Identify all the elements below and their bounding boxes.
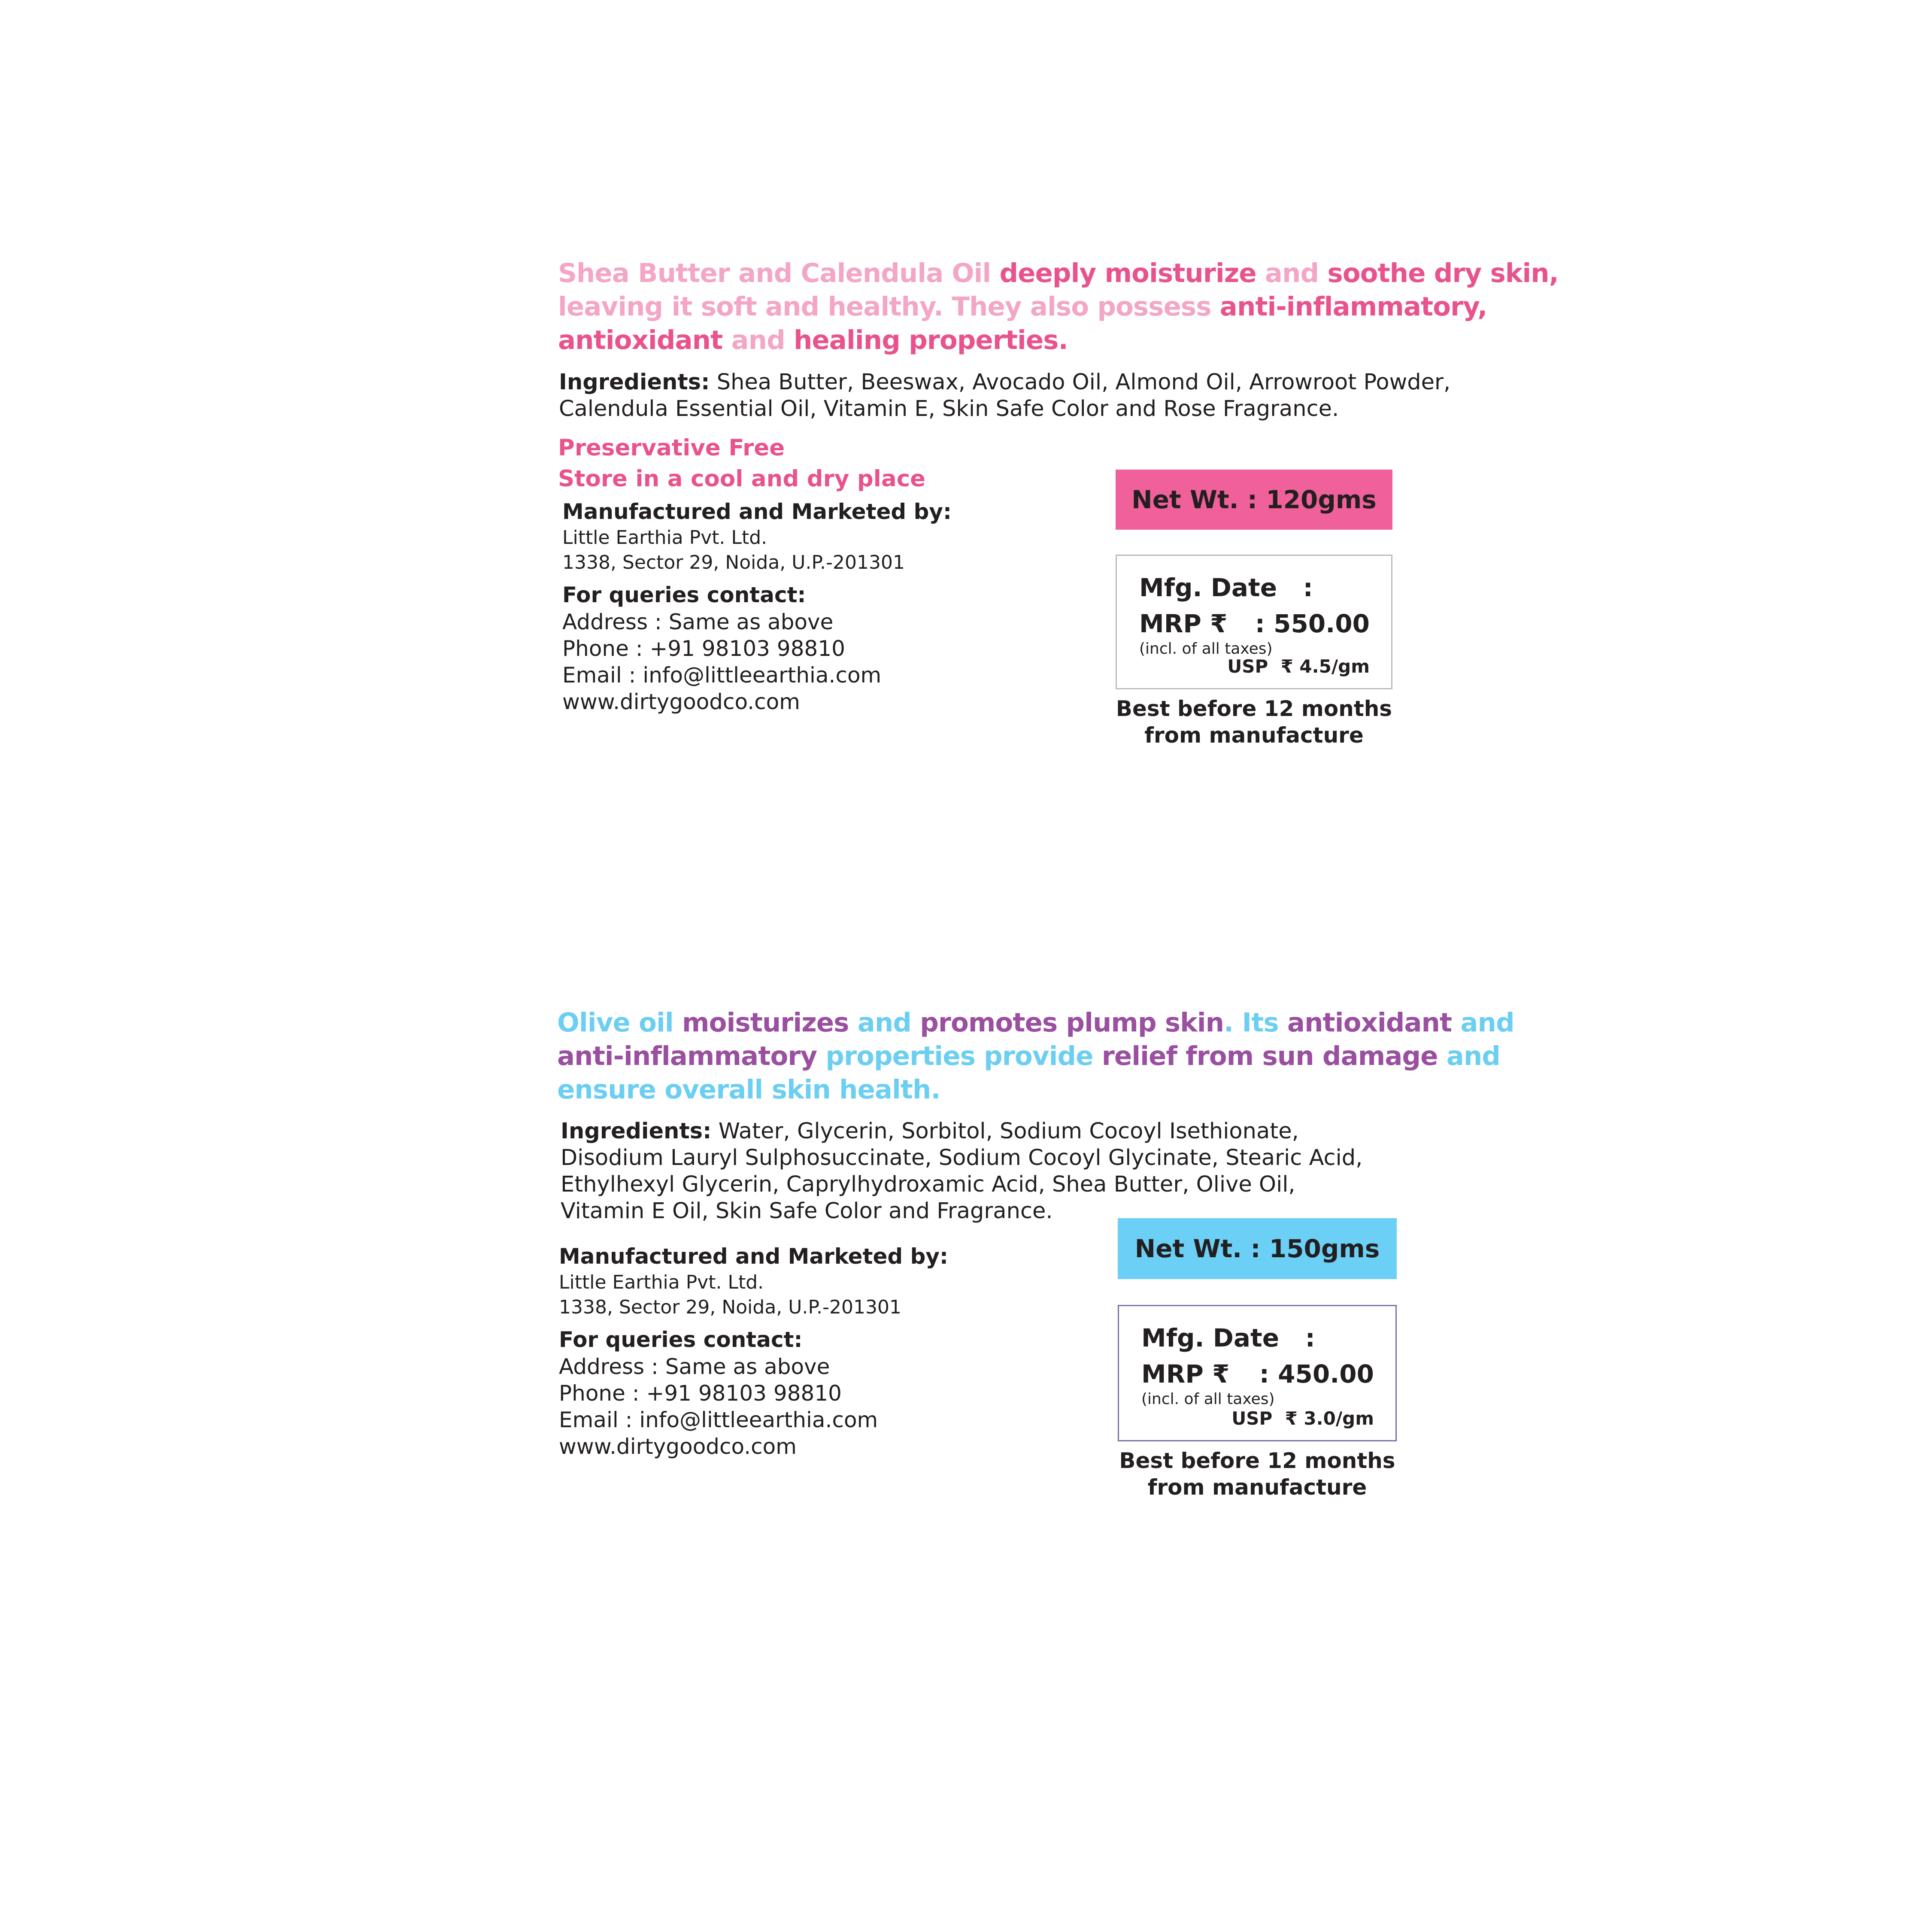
tagline-segment: anti-inflammatory,	[1219, 291, 1487, 322]
ingredients-label: Ingredients:	[559, 370, 710, 395]
tagline-segment: . Its	[1224, 1007, 1287, 1038]
mrp-label: MRP ₹	[1141, 1359, 1230, 1389]
tagline-segment: and	[731, 325, 794, 355]
manufacturer-address: 1338, Sector 29, Noida, U.P.-201301	[562, 552, 905, 573]
mfg-date-label: Mfg. Date :	[1141, 1323, 1315, 1353]
manufacturer-block	[559, 1243, 948, 1460]
tagline-segment: and	[1460, 1007, 1514, 1038]
mfg-date-label: Mfg. Date :	[1139, 573, 1313, 602]
website: www.dirtygoodco.com	[562, 689, 800, 714]
unit-sale-price: USP ₹ 3.0/gm	[1231, 1408, 1374, 1429]
tagline-line	[558, 257, 1559, 290]
tagline-segment: Olive oil	[557, 1007, 682, 1038]
best-before	[1116, 695, 1392, 749]
ingredients-line: Ingredients: Shea Butter, Beeswax, Avocado Oil, Almond Oil, Arrowroot Powder,	[559, 370, 1451, 395]
preservative-free-note: Preservative Free	[558, 435, 785, 461]
manufacturer-heading: Manufactured and Marketed by:	[562, 499, 952, 524]
best-before-line: Best before 12 months	[1119, 1448, 1395, 1473]
best-before-line: from manufacture	[1144, 723, 1364, 748]
tagline-line	[557, 1040, 1514, 1073]
ingredients-label: Ingredients:	[561, 1119, 712, 1144]
ingredients-line: Calendula Essential Oil, Vitamin E, Skin Safe Color and Rose Fragrance.	[559, 396, 1339, 422]
tagline-segment: and	[857, 1007, 920, 1038]
tagline-segment: and	[1265, 258, 1328, 288]
best-before-line: from manufacture	[1147, 1475, 1367, 1500]
tagline	[558, 257, 1559, 357]
mrp-tax-note: (incl. of all taxes)	[1139, 640, 1273, 658]
tagline	[557, 1006, 1514, 1107]
price-box	[1116, 555, 1392, 689]
queries-heading: For queries contact:	[559, 1327, 803, 1352]
tagline-segment: properties provide	[825, 1041, 1102, 1071]
tagline-line	[558, 324, 1559, 357]
tagline-segment: soothe dry skin,	[1327, 258, 1559, 288]
manufacturer-block	[562, 498, 952, 715]
ingredients-line: Ingredients: Water, Glycerin, Sorbitol, Sodium Cocoyl Isethionate,	[561, 1119, 1299, 1144]
ingredients	[561, 1118, 1362, 1225]
manufacturer-name: Little Earthia Pvt. Ltd.	[562, 527, 767, 549]
price-box	[1118, 1305, 1397, 1441]
net-weight-badge: Net Wt. : 120gms	[1116, 470, 1392, 530]
tagline-segment: antioxidant	[1287, 1007, 1461, 1038]
net-weight-badge: Net Wt. : 150gms	[1118, 1218, 1397, 1279]
contact-address: Address : Same as above	[559, 1354, 830, 1379]
storage-notes	[558, 433, 925, 494]
manufacturer-heading: Manufactured and Marketed by:	[559, 1244, 948, 1269]
contact-email: Email : info@littleearthia.com	[562, 663, 882, 688]
contact-phone: Phone : +91 98103 98810	[559, 1381, 842, 1406]
manufacturer-name: Little Earthia Pvt. Ltd.	[559, 1271, 764, 1293]
tagline-line	[558, 290, 1559, 324]
tagline-segment: and	[1446, 1041, 1500, 1071]
tagline-line	[557, 1006, 1514, 1040]
ingredients	[559, 369, 1450, 422]
contact-email: Email : info@littleearthia.com	[559, 1407, 878, 1432]
tagline-segment: ensure overall skin health.	[557, 1074, 940, 1105]
best-before	[1118, 1447, 1397, 1501]
tagline-segment: healing properties.	[793, 325, 1068, 355]
contact-address: Address : Same as above	[562, 610, 834, 634]
best-before-line: Best before 12 months	[1116, 696, 1392, 721]
ingredients-line: Disodium Lauryl Sulphosuccinate, Sodium Cocoyl Glycinate, Stearic Acid,	[561, 1145, 1363, 1171]
mrp-value: : 550.00	[1255, 609, 1370, 638]
tagline-segment: Shea Butter and Calendula Oil	[558, 258, 1000, 288]
tagline-segment: moisturizes	[682, 1007, 858, 1038]
contact-phone: Phone : +91 98103 98810	[562, 636, 845, 661]
storage-note: Store in a cool and dry place	[558, 466, 926, 492]
ingredients-line: Ethylhexyl Glycerin, Caprylhydroxamic Acid, Shea Butter, Olive Oil,	[561, 1172, 1295, 1197]
tagline-segment: relief from sun damage	[1101, 1041, 1447, 1071]
manufacturer-address: 1338, Sector 29, Noida, U.P.-201301	[559, 1296, 901, 1318]
website: www.dirtygoodco.com	[559, 1434, 797, 1459]
mrp-value: : 450.00	[1259, 1359, 1374, 1389]
tagline-line	[557, 1073, 1514, 1107]
mrp-tax-note: (incl. of all taxes)	[1141, 1390, 1275, 1408]
mrp-label: MRP ₹	[1139, 609, 1228, 638]
tagline-segment: leaving it soft and healthy. They also possess	[558, 291, 1220, 322]
tagline-segment: anti-inflammatory	[557, 1041, 826, 1071]
unit-sale-price: USP ₹ 4.5/gm	[1227, 656, 1370, 677]
tagline-segment: promotes plump skin	[920, 1007, 1224, 1038]
tagline-segment: antioxidant	[558, 325, 731, 355]
queries-heading: For queries contact:	[562, 582, 806, 607]
ingredients-line: Vitamin E Oil, Skin Safe Color and Fragrance.	[561, 1198, 1053, 1224]
tagline-segment: deeply moisturize	[999, 258, 1265, 288]
